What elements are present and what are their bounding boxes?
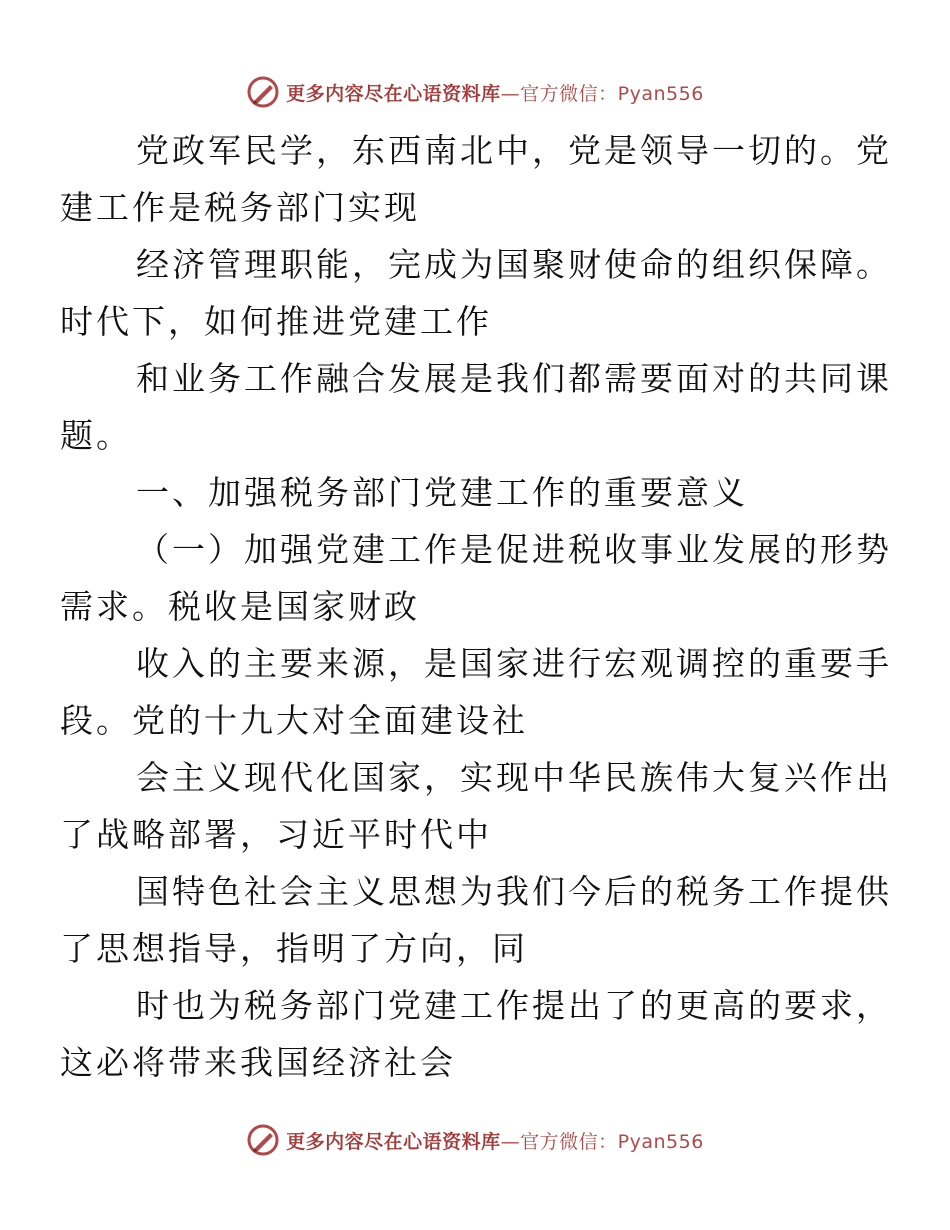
text-line: （一）加强党建工作是促进税收事业发展的形势 — [136, 530, 892, 569]
watermark-suffix: 官方微信：Pyan556 — [520, 82, 704, 105]
paragraph — [60, 749, 892, 863]
text-line: 段。党的十九大对全面建设社 — [60, 701, 528, 740]
watermark-suffix: 官方微信：Pyan556 — [520, 1130, 704, 1153]
text-line: 了思想指导，指明了方向，同 — [60, 929, 528, 968]
paragraph — [60, 236, 892, 350]
text-line: 经济管理职能，完成为国聚财使命的组织保障。 — [136, 245, 892, 284]
paragraph — [60, 635, 892, 749]
text-line: 建工作是税务部门实现 — [60, 188, 420, 227]
pen-logo-icon — [246, 1123, 280, 1157]
paragraph — [60, 122, 892, 236]
watermark-separator: — — [500, 1130, 521, 1153]
text-line: 时也为税务部门党建工作提出了的更高的要求， — [136, 986, 892, 1025]
text-line: 和业务工作融合发展是我们都需要面对的共同课 — [136, 359, 892, 398]
section-heading — [98, 464, 858, 521]
paragraph — [60, 863, 892, 977]
pen-logo-icon — [246, 75, 280, 109]
paragraph — [60, 521, 892, 635]
paragraph — [60, 977, 892, 1091]
text-line: 题。 — [60, 416, 132, 455]
watermark-text — [286, 1127, 704, 1154]
watermark-text — [286, 79, 704, 106]
watermark-prefix: 更多内容尽在心语资料库 — [286, 1130, 501, 1153]
document-body — [60, 122, 892, 1091]
header-watermark — [0, 72, 950, 112]
text-line: 时代下，如何推进党建工作 — [60, 302, 492, 341]
text-line: 一、加强税务部门党建工作的重要意义 — [136, 473, 748, 512]
text-line: 了战略部署，习近平时代中 — [60, 815, 492, 854]
watermark-prefix: 更多内容尽在心语资料库 — [286, 82, 501, 105]
text-line: 需求。税收是国家财政 — [60, 587, 420, 626]
watermark-separator: — — [500, 82, 521, 105]
text-line: 党政军民学，东西南北中，党是领导一切的。党 — [136, 131, 892, 170]
footer-watermark — [0, 1120, 950, 1160]
text-line: 这必将带来我国经济社会 — [60, 1043, 456, 1082]
text-line: 收入的主要来源，是国家进行宏观调控的重要手 — [136, 644, 892, 683]
paragraph — [60, 350, 892, 464]
text-line: 国特色社会主义思想为我们今后的税务工作提供 — [136, 872, 892, 911]
text-line: 会主义现代化国家，实现中华民族伟大复兴作出 — [136, 758, 892, 797]
